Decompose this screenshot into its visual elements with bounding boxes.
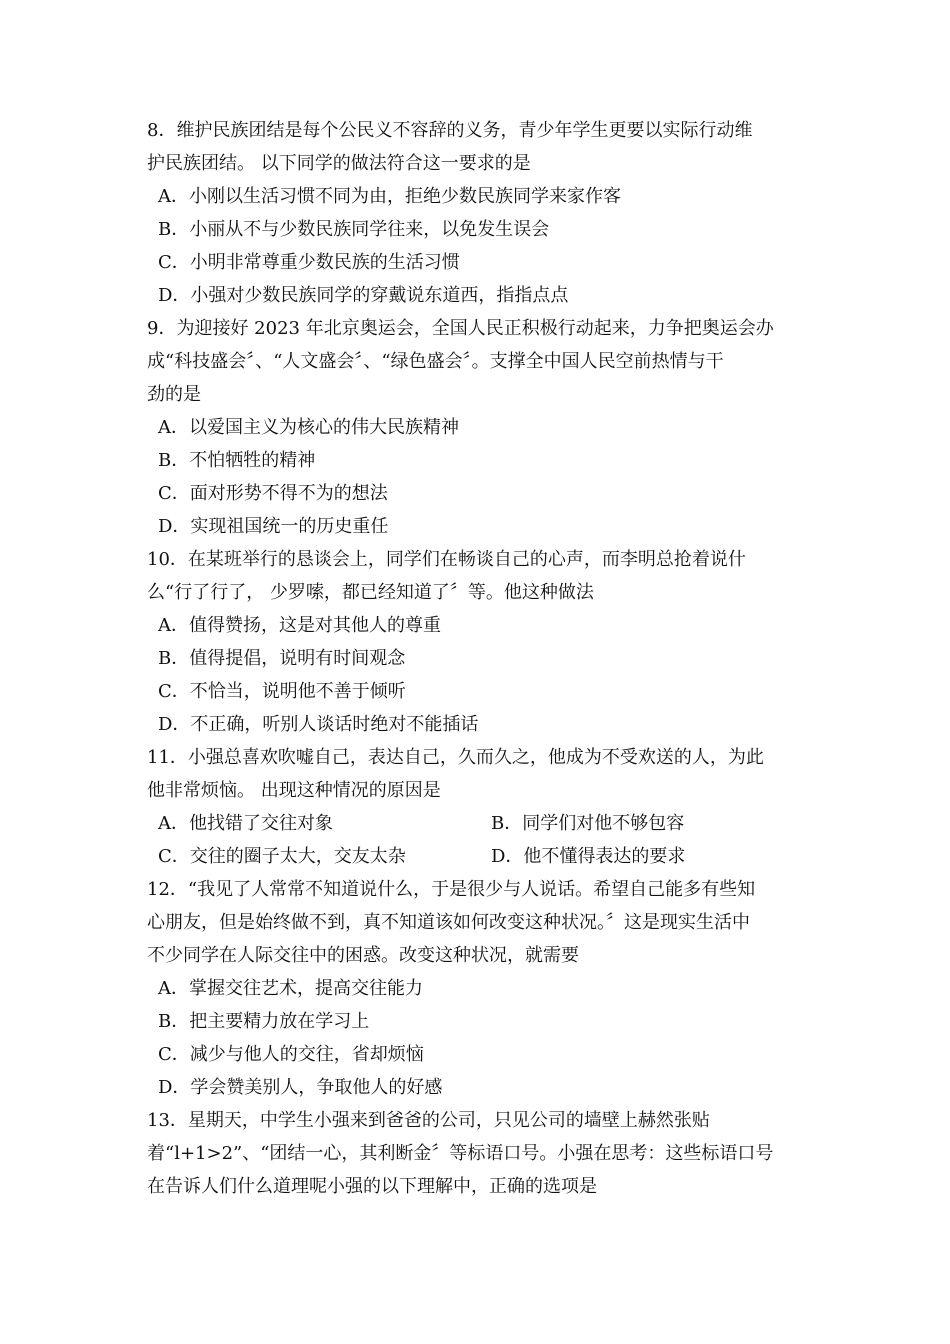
question-12-option-d: D．学会赞美别人，争取他人的好感 — [158, 1077, 443, 1098]
question-10-stem-line-1: 10．在某班举行的恳谈会上，同学们在畅谈自己的心声，而李明总抢着说什 — [147, 549, 746, 570]
question-11-stem-line-2: 他非常烦恼。 出现这种情况的原因是 — [147, 780, 441, 801]
question-11-option-a: A．他找错了交往对象 — [158, 813, 333, 834]
question-12-option-a: A．掌握交往艺术，提高交往能力 — [158, 978, 423, 999]
question-8-option-d: D．小强对少数民族同学的穿戴说东道西，指指点点 — [158, 285, 569, 306]
question-11-option-d: D．他不懂得表达的要求 — [491, 846, 686, 867]
question-10-option-c: C．不恰当，说明他不善于倾听 — [158, 681, 406, 702]
question-12-option-c: C．减少与他人的交往，省却烦恼 — [158, 1044, 424, 1065]
question-12-stem-line-3: 不少同学在人际交往中的困惑。改变这种状况，就需要 — [147, 945, 579, 966]
question-11-stem-line-1: 11．小强总喜欢吹嘘自己，表达自己，久而久之，他成为不受欢送的人，为此 — [147, 747, 764, 768]
question-8-stem-line-2: 护民族团结。 以下同学的做法符合这一要求的是 — [147, 153, 531, 174]
question-11-option-b: B．同学们对他不够包容 — [491, 813, 685, 834]
question-9-stem-line-2: 成“科技盛会〞、“人文盛会〞、“绿色盛会〞。支撑全中国人民空前热情与干 — [147, 351, 724, 372]
question-8-option-b: B．小丽从不与少数民族同学往来，以免发生误会 — [158, 219, 550, 240]
question-11-option-c: C．交往的圈子太大，交友太杂 — [158, 846, 406, 867]
question-9-option-a: A．以爱国主义为核心的伟大民族精神 — [158, 417, 459, 438]
question-10-option-d: D．不正确，听别人谈话时绝对不能插话 — [158, 714, 479, 735]
question-9-stem-line-1: 9．为迎接好 2023 年北京奥运会，全国人民正积极行动起来，力争把奥运会办 — [147, 318, 774, 339]
question-13-stem-line-1: 13．星期天，中学生小强来到爸爸的公司，只见公司的墙壁上赫然张贴 — [147, 1110, 710, 1131]
question-12-stem-line-2: 心朋友，但是始终做不到，真不知道该如何改变这种状况。〞这是现实生活中 — [147, 912, 750, 933]
question-9-option-d: D．实现祖国统一的历史重任 — [158, 516, 389, 537]
question-10-option-a: A．值得赞扬，这是对其他人的尊重 — [158, 615, 441, 636]
question-8-stem-line-1: 8．维护民族团结是每个公民义不容辞的义务，青少年学生更要以实际行动维 — [147, 120, 753, 141]
question-8-option-a: A．小刚以生活习惯不同为由，拒绝少数民族同学来家作客 — [158, 186, 621, 207]
question-12-option-b: B．把主要精力放在学习上 — [158, 1011, 370, 1032]
question-13-stem-line-2: 着“l+1>2”、“团结一心，其利断金〞等标语口号。小强在思考：这些标语口号 — [147, 1143, 774, 1164]
question-10-stem-line-2: 么“行了行了， 少罗嗦，都已经知道了〞等。他这种做法 — [147, 582, 594, 603]
question-10-option-b: B．值得提倡，说明有时间观念 — [158, 648, 406, 669]
question-8-option-c: C．小明非常尊重少数民族的生活习惯 — [158, 252, 460, 273]
question-9-stem-line-3: 劲的是 — [147, 384, 201, 405]
question-12-stem-line-1: 12．“我见了人常常不知道说什么，于是很少与人说话。希望自己能多有些知 — [147, 879, 756, 900]
question-9-option-c: C．面对形势不得不为的想法 — [158, 483, 388, 504]
question-13-stem-line-3: 在告诉人们什么道理呢小强的以下理解中，正确的选项是 — [147, 1176, 597, 1197]
question-9-option-b: B．不怕牺牲的精神 — [158, 450, 316, 471]
